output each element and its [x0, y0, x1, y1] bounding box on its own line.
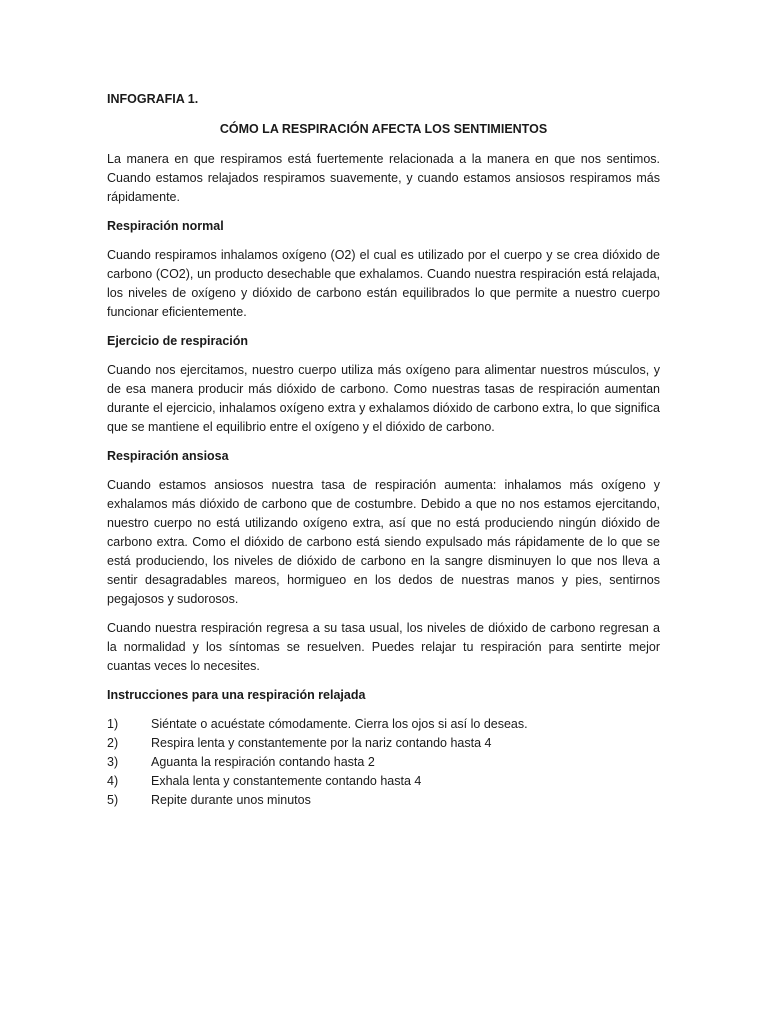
section-paragraph: Cuando estamos ansiosos nuestra tasa de respiración aumenta: inhalamos más oxígeno y exhalamos más dióxido de carbono que de costumbre. Debido a que no nos estamos ejercitando, nuestro cuerpo no está utilizando oxígeno extra, así que no está produciendo ningún dióxido de carbono extra. Como el dióxido de carbono está siendo expulsado más rápidamente de lo que se está produciendo, los niveles de dióxido de carbono en la sangre disminuyen lo que nos lleva a sentir desagradables mareos, hormigueo en los dedos de nuestras manos y pies, sentirnos pegajosos y sudorosos.	[107, 478, 660, 606]
document-title: CÓMO LA RESPIRACIÓN AFECTA LOS SENTIMIENTOS	[219, 122, 548, 136]
list-item	[107, 791, 660, 810]
step-text: Aguanta la respiración contando hasta 2	[151, 755, 375, 769]
section-heading: Respiración ansiosa	[107, 449, 229, 463]
list-item	[107, 715, 660, 734]
document-label: INFOGRAFIA 1.	[107, 92, 199, 106]
step-text: Exhala lenta y constantemente contando hasta 4	[151, 774, 422, 788]
step-text: Repite durante unos minutos	[151, 793, 311, 807]
intro-paragraph: La manera en que respiramos está fuertemente relacionada a la manera en que nos sentimos. Cuando estamos relajados respiramos suavemente, y cuando estamos ansiosos respiramos más rápidamente.	[107, 152, 660, 204]
step-number: 2)	[107, 736, 119, 750]
section-anxious-breathing	[107, 447, 660, 676]
section-exercise-breathing	[107, 332, 660, 437]
section-instructions	[107, 686, 660, 810]
step-text: Respira lenta y constantemente por la nariz contando hasta 4	[151, 736, 492, 750]
section-normal-breathing	[107, 217, 660, 322]
instructions-heading: Instrucciones para una respiración relajada	[107, 688, 366, 702]
step-number: 4)	[107, 774, 119, 788]
list-item	[107, 772, 660, 791]
step-number: 3)	[107, 755, 119, 769]
section-heading: Ejercicio de respiración	[107, 334, 249, 348]
section-paragraph: Cuando respiramos inhalamos oxígeno (O2) el cual es utilizado por el cuerpo y se crea dióxido de carbono (CO2), un producto desechable que exhalamos. Cuando nuestra respiración está relajada, los niveles de oxígeno y dióxido de carbono están equilibrados lo que permite a nuestro cuerpo funcionar eficientemente.	[107, 248, 660, 319]
list-item	[107, 734, 660, 753]
instructions-list	[107, 715, 660, 810]
list-item	[107, 753, 660, 772]
step-text: Siéntate o acuéstate cómodamente. Cierra los ojos si así lo deseas.	[151, 717, 528, 731]
section-heading: Respiración normal	[107, 219, 224, 233]
step-number: 5)	[107, 793, 119, 807]
section-paragraph: Cuando nuestra respiración regresa a su tasa usual, los niveles de dióxido de carbono regresan a la normalidad y los síntomas se resuelven. Puedes relajar tu respiración para sentirte mejor cuantas veces lo necesites.	[107, 621, 660, 673]
step-number: 1)	[107, 717, 119, 731]
section-paragraph: Cuando nos ejercitamos, nuestro cuerpo utiliza más oxígeno para alimentar nuestros músculos, y de esa manera producir más dióxido de carbono. Como nuestras tasas de respiración aumentan durante el ejercicio, inhalamos oxígeno extra y exhalamos dióxido de carbono extra, lo que significa que se mantiene el equilibrio entre el oxígeno y el dióxido de carbono.	[107, 363, 660, 434]
